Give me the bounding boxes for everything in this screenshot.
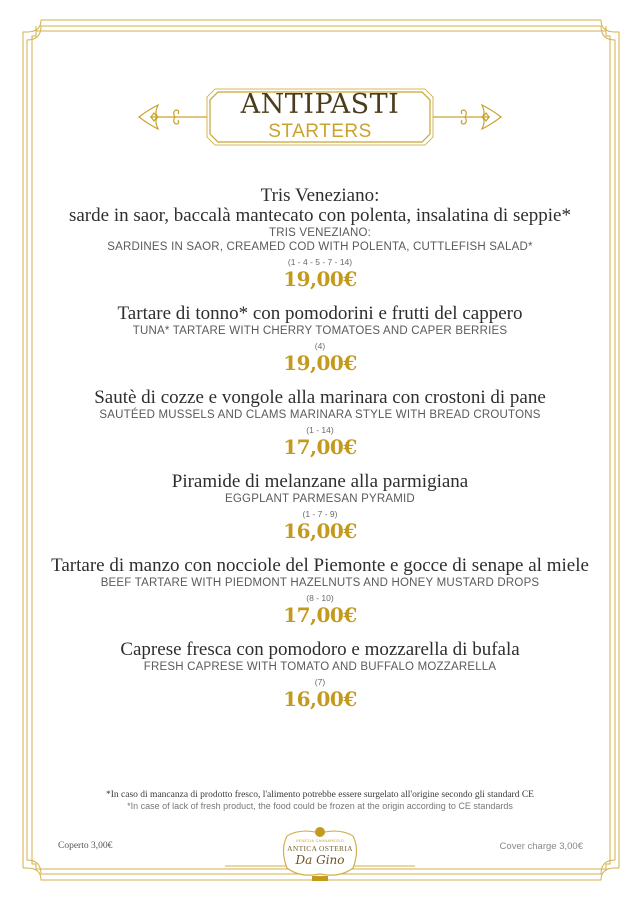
- item-allergens: (4): [314, 341, 326, 351]
- section-title-italian: ANTIPASTI: [240, 89, 400, 120]
- menu-item: [0, 388, 640, 458]
- item-name: Tartare di tonno* con pomodorini e frutti del cappero: [117, 303, 523, 324]
- section-title-english: STARTERS: [268, 121, 372, 142]
- item-name-line2: sarde in saor, baccalà mantecato con polenta, insalatina di seppie*: [68, 205, 571, 226]
- item-allergens: (7): [314, 677, 326, 687]
- frozen-product-note: [0, 790, 640, 812]
- item-english: BEEF TARTARE WITH PIEDMONT HAZELNUTS AND HONEY MUSTARD DROPS: [100, 577, 540, 589]
- item-price: 17,00€: [283, 603, 357, 627]
- item-allergens: (8 - 10): [306, 593, 334, 603]
- menu-items: [0, 186, 640, 724]
- item-english: TRIS VENEZIANO:: [268, 227, 372, 239]
- menu-item: [0, 304, 640, 374]
- item-allergens: (1 - 14): [306, 425, 334, 435]
- item-english: FRESH CAPRESE WITH TOMATO AND BUFFALO MOZZARELLA: [143, 661, 497, 673]
- logo-location: VENEZIA CANNAREGIO: [295, 839, 345, 843]
- menu-item: [0, 472, 640, 542]
- item-name: Piramide di melanzane alla parmigiana: [171, 471, 469, 492]
- item-english-line2: SARDINES IN SAOR, CREAMED COD WITH POLENTA, CUTTLEFISH SALAD*: [107, 241, 533, 253]
- logo-script: Da Gino: [295, 853, 345, 867]
- item-allergens: (1 - 7 - 9): [302, 509, 338, 519]
- item-price: 17,00€: [283, 435, 357, 459]
- item-price: 16,00€: [283, 519, 357, 543]
- item-name: Tris Veneziano:: [260, 185, 380, 206]
- item-name: Caprese fresca con pomodoro e mozzarella di bufala: [120, 639, 520, 660]
- item-price: 19,00€: [283, 351, 357, 375]
- item-allergens: (1 - 4 - 5 - 7 - 14): [287, 257, 353, 267]
- item-english: EGGPLANT PARMESAN PYRAMID: [225, 493, 415, 505]
- menu-item: [0, 640, 640, 710]
- note-italian: *In caso di mancanza di prodotto fresco, l'alimento potrebbe essere surgelato all'origine secondo gli standard CE: [106, 790, 534, 800]
- section-title: [210, 85, 430, 149]
- menu-item: [0, 186, 640, 290]
- item-name: Sautè di cozze e vongole alla marinara con crostoni di pane: [94, 387, 546, 408]
- note-english: *In case of lack of fresh product, the food could be frozen at the origin according to CE standards: [127, 801, 513, 811]
- item-english: TUNA* TARTARE WITH CHERRY TOMATOES AND CAPER BERRIES: [132, 325, 508, 337]
- coperto-charge: Coperto 3,00€: [58, 841, 113, 851]
- cover-charge: Cover charge 3,00€: [499, 841, 583, 852]
- menu-item: [0, 556, 640, 626]
- logo-name: ANTICA OSTERIA: [287, 844, 353, 853]
- item-price: 16,00€: [283, 687, 357, 711]
- item-name: Tartare di manzo con nocciole del Piemonte e gocce di senape al miele: [51, 555, 589, 576]
- item-price: 19,00€: [283, 267, 357, 291]
- item-english: SAUTÉED MUSSELS AND CLAMS MARINARA STYLE WITH BREAD CROUTONS: [99, 409, 541, 421]
- restaurant-logo: [275, 822, 365, 884]
